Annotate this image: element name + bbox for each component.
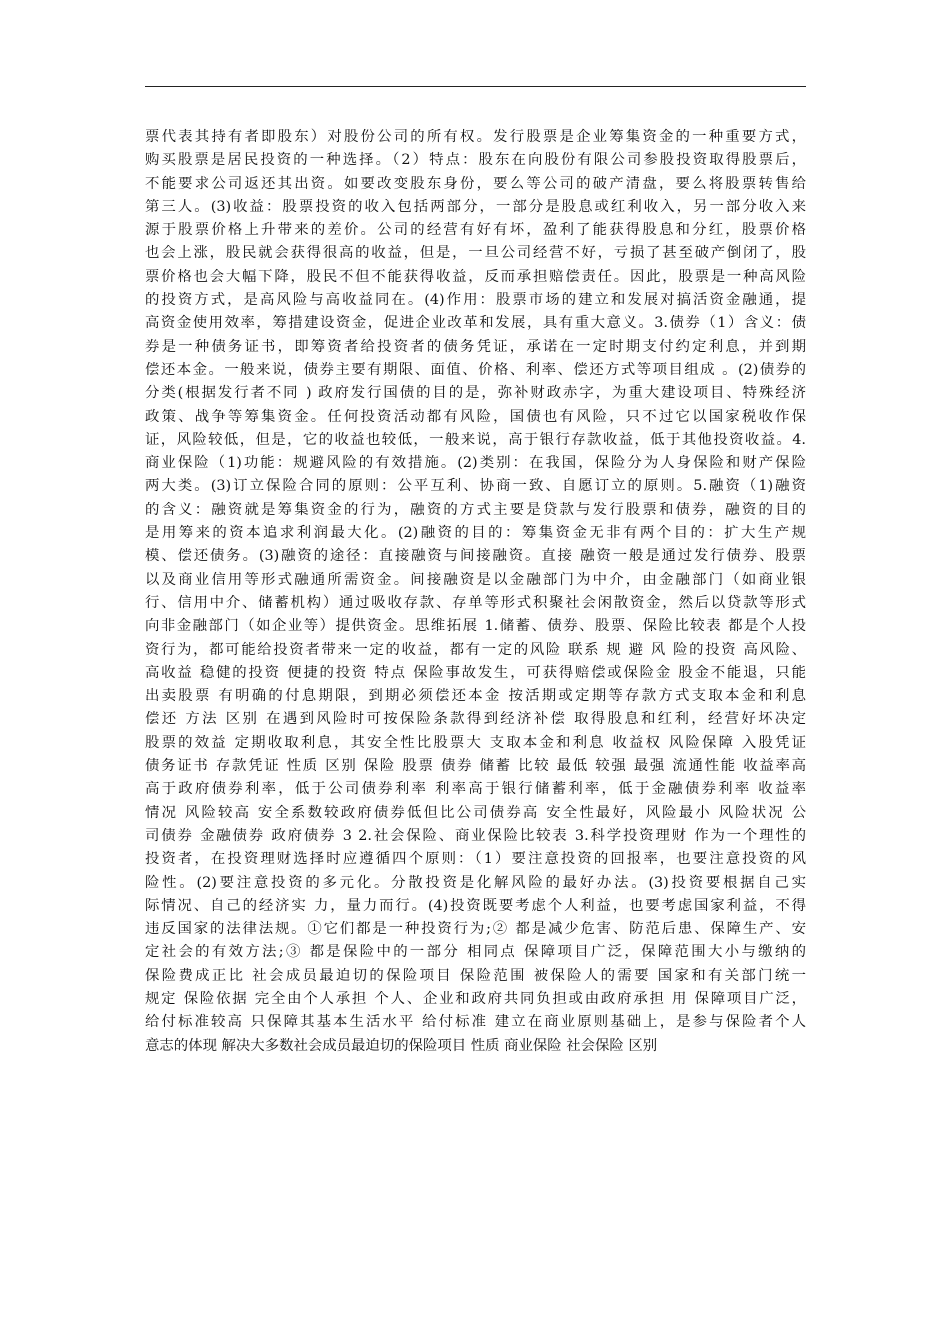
text-line: 券是一种债务证书，即筹资者给投资者的债务凭证，承诺在一定时期支付约定利息，并到期	[145, 338, 806, 355]
text-line: 高资金使用效率，筹措建设资金，促进企业改革和发展，具有重大意义。3.债券（1）含义：债	[145, 315, 806, 332]
text-line: 行、信用中介、储蓄机构）通过吸收存款、存单等形式积聚社会闲散资金，然后以贷款等形式	[145, 594, 806, 611]
text-line: 高收益 稳健的投资 便捷的投资 特点 保险事故发生，可获得赔偿或保险金 股金不能退，只能	[145, 664, 806, 681]
text-line: 票价格也会大幅下降，股民不但不能获得收益，反而承担赔偿责任。因此，股票是一种高风险	[145, 268, 806, 285]
text-line: 偿还本金。一般来说，债券主要有期限、面值、价格、利率、偿还方式等项目组成 。(2)债券的	[145, 361, 806, 378]
text-line: 规定 保险依据 完全由个人承担 个人、企业和政府共同负担或由政府承担 用 保障项目广泛，	[145, 990, 806, 1007]
text-line: 也会上涨，股民就会获得很高的收益，但是，一旦公司经营不好，亏损了甚至破产倒闭了，股	[145, 245, 806, 262]
text-line: 险性。(2)要注意投资的多元化。分散投资是化解风险的最好办法。(3)投资要根据自己实	[145, 874, 806, 891]
text-line: 商业保险（1)功能：规避风险的有效措施。(2)类别：在我国，保险分为人身保险和财产保险	[145, 455, 806, 472]
text-line: 情况 风险较高 安全系数较政府债券低但比公司债券高 安全性最好，风险最小 风险状况 公	[145, 804, 806, 821]
text-line: 出卖股票 有明确的付息期限，到期必须偿还本金 按活期或定期等存款方式支取本金和利息	[145, 688, 806, 705]
text-line: 股票的效益 定期收取利息，其安全性比股票大 支取本金和利息 收益权 风险保障 入股凭证	[145, 734, 806, 751]
text-line: 高于政府债券利率，低于公司债券利率 利率高于银行储蓄利率，低于金融债券利率 收益率	[145, 781, 806, 798]
text-line: 的含义：融资就是筹集资金的行为，融资的方式主要是贷款与发行股票和债券，融资的目的	[145, 501, 806, 518]
text-line: 购买股票是居民投资的一种选择。（2）特点：股东在向股份有限公司参股投资取得股票后，	[145, 152, 806, 169]
text-line: 违反国家的法律法规。①它们都是一种投资行为;② 都是减少危害、防范后患、保障生产、安	[145, 921, 806, 938]
text-line: 证，风险较低，但是，它的收益也较低，一般来说，高于银行存款收益，低于其他投资收益。4.	[145, 431, 806, 448]
text-line: 模、偿还债务。(3)融资的途径：直接融资与间接融资。直接 融资一般是通过发行债券、股票	[145, 548, 806, 565]
header-rule	[145, 86, 806, 87]
text-line: 政策、战争等筹集资金。任何投资活动都有风险，国债也有风险，只不过它以国家税收作保	[145, 408, 806, 425]
text-line: 偿还 方法 区别 在遇到风险时可按保险条款得到经济补偿 取得股息和红利，经营好坏决定	[145, 711, 806, 728]
text-line: 向非金融部门（如企业等）提供资金。思维拓展 1.储蓄、债券、股票、保险比较表 都是个人投	[145, 618, 806, 635]
text-line: 第三人。(3)收益：股票投资的收入包括两部分，一部分是股息或红利收入，另一部分收入来	[145, 198, 806, 215]
text-line: 给付标准较高 只保障其基本生活水平 给付标准 建立在商业原则基础上，是参与保险者个人	[145, 1014, 806, 1031]
text-line: 两大类。(3)订立保险合同的原则：公平互利、协商一致、自愿订立的原则。5.融资（1)融资	[145, 478, 806, 495]
text-line: 司债券 金融债券 政府债券 3 2.社会保险、商业保险比较表 3.科学投资理财 作为一个理性的	[145, 827, 806, 844]
text-line: 的投资方式，是高风险与高收益同在。(4)作用：股票市场的建立和发展对搞活资金融通，提	[145, 292, 806, 309]
text-line: 分类(根据发行者不同 ) 政府发行国债的目的是，弥补财政赤字，为重大建设项目、特殊经济	[145, 385, 806, 402]
body-text	[145, 126, 806, 1058]
text-line: 资行为，都可能给投资者带来一定的收益，都有一定的风险 联系 规 避 风 险的投资 高风险、	[145, 641, 806, 658]
text-line: 债务证书 存款凭证 性质 区别 保险 股票 债券 储蓄 比较 最低 较强 最强 流通性能 收益率高	[145, 758, 806, 775]
text-line: 保险费成正比 社会成员最迫切的保险项目 保险范围 被保险人的需要 国家和有关部门统一	[145, 967, 806, 984]
text-line: 投资者，在投资理财选择时应遵循四个原则：（1）要注意投资的回报率，也要注意投资的风	[145, 851, 806, 868]
text-line: 票代表其持有者即股东）对股份公司的所有权。发行股票是企业筹集资金的一种重要方式，	[145, 129, 806, 145]
text-line: 际情况、自己的经济实 力，量力而行。(4)投资既要考虑个人利益，也要考虑国家利益，不得	[145, 897, 806, 914]
text-line: 意志的体现 解决大多数社会成员最迫切的保险项目 性质 商业保险 社会保险 区别	[145, 1037, 658, 1054]
text-line: 源于股票价格上升带来的差价。公司的经营有好有坏，盈利了能获得股息和分红，股票价格	[145, 222, 806, 239]
text-line: 以及商业信用等形式融通所需资金。间接融资是以金融部门为中介，由金融部门（如商业银	[145, 571, 806, 588]
text-line: 不能要求公司返还其出资。如要改变股东身份，要么等公司的破产清盘，要么将股票转售给	[145, 175, 806, 192]
text-line: 是用筹来的资本追求利润最大化。(2)融资的目的：筹集资金无非有两个目的：扩大生产规	[145, 525, 806, 542]
text-line: 定社会的有效方法;③ 都是保险中的一部分 相同点 保障项目广泛，保障范围大小与缴纳的	[145, 944, 806, 961]
